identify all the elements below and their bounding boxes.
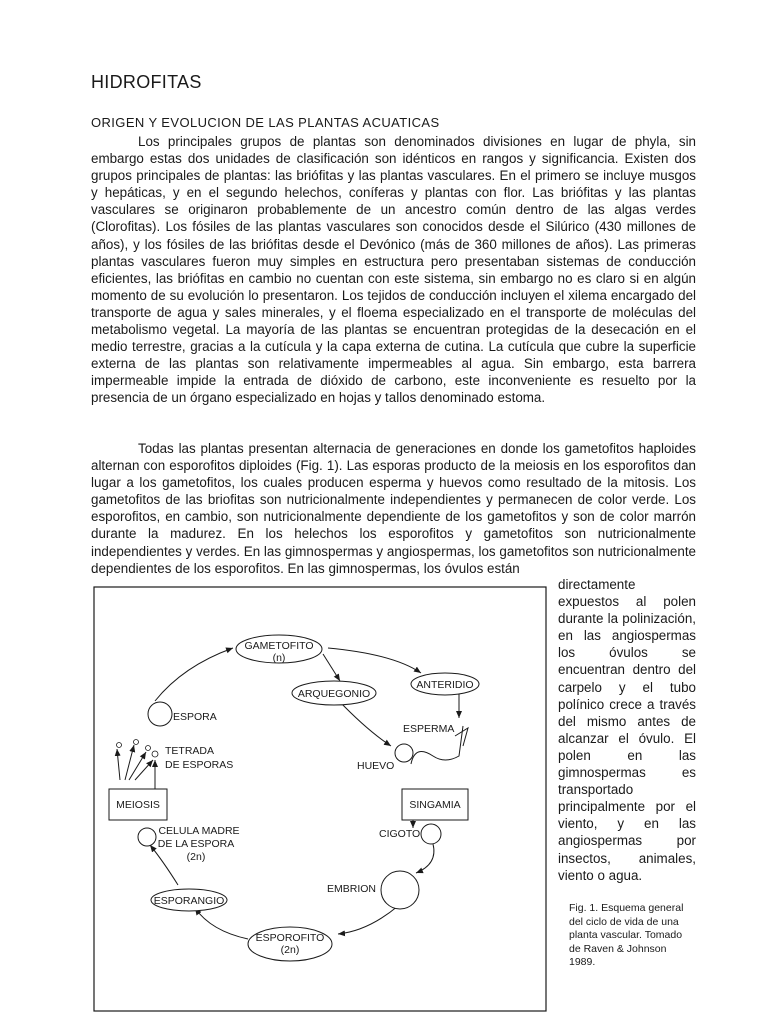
section-subtitle: ORIGEN Y EVOLUCION DE LAS PLANTAS ACUATICAS (91, 115, 440, 130)
tetrada-esporas-label: DE ESPORAS (165, 759, 234, 771)
life-cycle-diagram (93, 586, 547, 1012)
singamia-label: SINGAMIA (409, 799, 461, 811)
gametofito-ploidy: (n) (272, 652, 286, 664)
tetrada-label: TETRADA (165, 745, 215, 757)
esporofito-label: ESPOROFITO (255, 932, 325, 944)
meiosis-label: MEIOSIS (116, 799, 160, 811)
gametofito-label: GAMETOFITO (244, 640, 314, 652)
huevo-label: HUEVO (357, 760, 395, 772)
arquegonio-label: ARQUEGONIO (297, 688, 371, 700)
espora-label: ESPORA (173, 711, 217, 723)
tetrad-spores (117, 740, 159, 758)
celula-madre-label: CELULA MADRE (158, 825, 240, 837)
esperma-label: ESPERMA (403, 723, 455, 735)
mother-cell-circle (138, 828, 156, 846)
zygote-circle (421, 824, 441, 844)
egg-circle (395, 744, 413, 762)
cigoto-label: CIGOTO (379, 828, 421, 840)
paragraph-continuation: directamente expuestos al polen durante la polinización, en las angiospermas los óvulos se encuentran dentro del carpelo y el tubo polínico crece a través del mismo antes de alcanzar el óvulo. El polen en las gimnospermas es transportado principalmente por el viento, y en las angiospermas por insectos, animales, viento o agua. (558, 577, 696, 883)
esporofito-ploidy: (2n) (280, 944, 300, 956)
esporangio-label: ESPORANGIO (153, 895, 225, 907)
spore-circle (148, 702, 172, 726)
celula-ploidy: (2n) (186, 851, 206, 863)
paragraph-origin (91, 133, 696, 407)
figure-caption: Fig. 1. Esquema general del ciclo de vida de una planta vascular. Tomado de Raven & Johnson 1989. (569, 902, 684, 968)
embrion-label: EMBRION (327, 883, 377, 895)
embryo-circle (381, 871, 419, 909)
paragraph-text: Los principales grupos de plantas son denominados divisiones en lugar de phyla, sin embargo estas dos unidades de clasificación son idénticos en rangos y significancia. Existen dos grupos principales de plantas: las briófitas y las plantas vasculares. En el primero se incluye musgos y hepáticas, y en el segundo helechos, coníferas y plantas con flor. Las briófitas y las plantas vasculares se originaron probablemente de un ancestro común dentro de las algas verdes (Clorofitas). Los fósiles de las plantas vasculares son conocidos desde el Silúrico (430 millones de años), y los fósiles de las briófitas desde el Devónico (más de 360 millones de años). Las primeras plantas vasculares fueron muy simples en estructura pero presentaban sistemas de conducción eficientes, las briófitas en cambio no cuentan con este sistema, sin embargo no es claro si en algún momento de su evolución lo presentaron. Los tejidos de conducción incluyen el xilema encargado del transporte de agua y sales minerales, y el floema especializado en el transporte de moléculas del metabolismo vegetal. La mayoría de las plantas se encuentran protegidas de la desecación en el medio terrestre, gracias a la cutícula y la capa externa de cutina. La cutícula que cubre la superficie externa de las plantas son relativamente impermeables al agua. Sin embargo, esta barrera impermeable impide la entrada de dióxido de carbono, este inconveniente es resuelto por la presencia de un órgano especializado en hojas y tallos denominado estoma. (91, 134, 696, 406)
celula-espora-label: DE LA ESPORA (157, 838, 235, 850)
paragraph-text: Todas las plantas presentan alternacia de generaciones en donde los gametofitos haploides alternan con esporofitos diploides (Fig. 1). Las esporas producto de la meiosis en los esporofitos dan lugar a los gametofitos, los cuales producen esperma y huevos como resultado de la mitosis. Los gametofitos de las briofitas son nutricionalmente independientes y permanecen de color verde. Los esporofitos, en cambio, son nutricionalmente dependiente de los gametofitos y son de color marrón durante la madurez. En los helechos los esporofitos y gametofitos son nutricionalmente independientes y verdes. En las gimnospermas y angiospermas, los gametofitos son nutricionalmente dependientes de los esporofitos. En las gimnospermas, los óvulos están (91, 441, 696, 576)
anteridio-label: ANTERIDIO (416, 679, 474, 691)
paragraph-generations (91, 440, 696, 577)
page-title: HIDROFITAS (91, 72, 202, 92)
